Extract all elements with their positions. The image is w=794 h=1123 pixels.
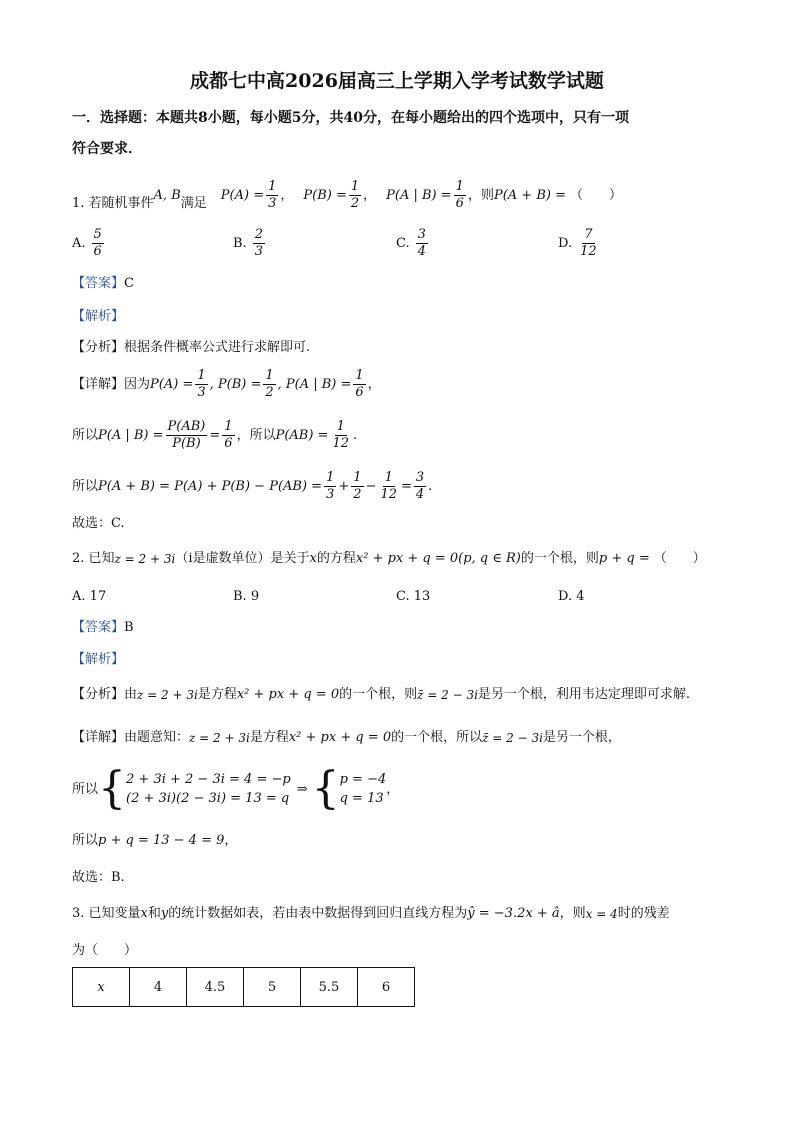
section-heading-line1: 一．选择题：本题共8小题，每小题5分，共40分，在每小题给出的四个选项中，只有一项	[72, 110, 629, 126]
q2-analysis-tag: 【解析】	[72, 652, 125, 667]
q1-detail-line3: 所以 P(A + B) = P(A) + P(B) − P(AB) = $\frac{1}{3}$ + $\frac{1}{2}$ − $\frac{1}{12}$ = $\frac{3}{4}$ .	[72, 469, 433, 502]
q1-option-d: D. $\frac{7}{12}$	[558, 227, 597, 259]
q1-paren: （ ）	[569, 187, 622, 203]
q1-detail-line2: 所以 P(A | B) = $\frac{P(AB)}{P(B)}$ = $\frac{1}{6}$ ，所以 P(AB) = $\frac{1}{12}$ .	[72, 418, 358, 451]
table-cell: 4	[130, 968, 187, 1007]
q1-detail-line1: 【详解】 因为 P(A) = $\frac{1}{3}$ , P(B) = $\frac{1}{2}$ , P(A | B) = $\frac{1}{6}$ ，	[72, 367, 381, 400]
q2-fenxi: 【分析】 由 z = 2 + 3i 是方程 x² + px + q = 0 的一个根，则 z̄ = 2 − 3i 是另一个根，利用韦达定理即可求解.	[72, 687, 691, 702]
q2-conclusion: 故选：B.	[72, 870, 125, 885]
q2-option-b: B. 9	[233, 589, 260, 604]
q1-events: A, B	[153, 187, 181, 203]
q1-pb: P(B) =	[303, 187, 347, 203]
q2-option-c: C. 13	[396, 589, 431, 604]
q1-conclusion: 故选：C.	[72, 516, 125, 531]
table-cell: 5.5	[301, 968, 358, 1007]
q1-pab: P(A | B) =	[386, 187, 452, 203]
q3-stem: 3. 已知变量 x 和 y 的统计数据如表，若由表中数据得到回归直线方程为 ŷ = −3.2x + â ，则 x = 4 时的残差	[72, 906, 670, 921]
q1-then: ，则	[467, 187, 494, 203]
q1-analysis-tag: 【解析】	[72, 309, 125, 324]
q1-option-a: A. $\frac{5}{6}$	[72, 227, 102, 259]
q2-answer: 【答案】B	[72, 620, 134, 635]
q2-sum: 所以 p + q = 13 − 4 = 9 ，	[72, 833, 238, 848]
section-heading-line2: 符合要求．	[72, 141, 142, 157]
table-cell: 5	[244, 968, 301, 1007]
q1-fenxi: 【分析】根据条件概率公式进行求解即可.	[72, 340, 311, 355]
q2-detail-line1: 【详解】 由题意知： z = 2 + 3i 是方程 x² + px + q = 0 的一个根，所以 z̄ = 2 − 3i 是另一个根，	[72, 730, 621, 745]
q1-pa: P(A) =	[220, 187, 265, 203]
q1-stem: 1. 若随机事件 A, B 满足 P(A) = $\frac{1}{3}$ ， P(B) = $\frac{1}{2}$ ， P(A | B) = $\frac{1}{6}$ ，则 P(A + B) = （ ）	[72, 178, 622, 211]
left-brace: {	[98, 763, 127, 814]
page-title: 成都七中高2026届高三上学期入学考试数学试题	[190, 70, 604, 92]
q1-pab-frac: $\frac{1}{6}$	[455, 178, 464, 211]
q1-option-c: C. $\frac{3}{4}$	[396, 227, 426, 259]
q2-stem: 2. 已知 z = 2 + 3i （i是虚数单位）是关于 x 的方程 x² + px + q = 0 (p, q ∈ R) 的一个根，则 p + q = （ ）	[72, 551, 706, 566]
q2-system: 所以 { 2 + 3i + 2 − 3i = 4 = −p (2 + 3i)(2 − 3i) = 13 = q ⇒ { p = −4 q = 13 ，	[72, 763, 400, 814]
table-cell: 4.5	[187, 968, 244, 1007]
q1-answer: 【答案】C	[72, 276, 134, 291]
left-brace-2: {	[311, 763, 340, 814]
q1-stem-prefix: 1. 若随机事件	[72, 195, 154, 211]
q1-pa-frac: $\frac{1}{3}$	[268, 178, 277, 211]
q2-option-d: D. 4	[558, 589, 585, 604]
q1-option-b: B. $\frac{2}{3}$	[233, 227, 263, 259]
q3-data-table	[72, 967, 415, 1007]
q1-ask: P(A + B) =	[493, 187, 566, 203]
q2-option-a: A. 17	[72, 589, 107, 604]
table-row	[73, 968, 415, 1007]
q1-pb-frac: $\frac{1}{2}$	[350, 178, 360, 211]
table-cell: x	[73, 968, 130, 1007]
table-cell: 6	[358, 968, 415, 1007]
q3-stem-line2: 为（ ）	[72, 943, 138, 958]
q1-mid: 满足	[180, 195, 207, 211]
